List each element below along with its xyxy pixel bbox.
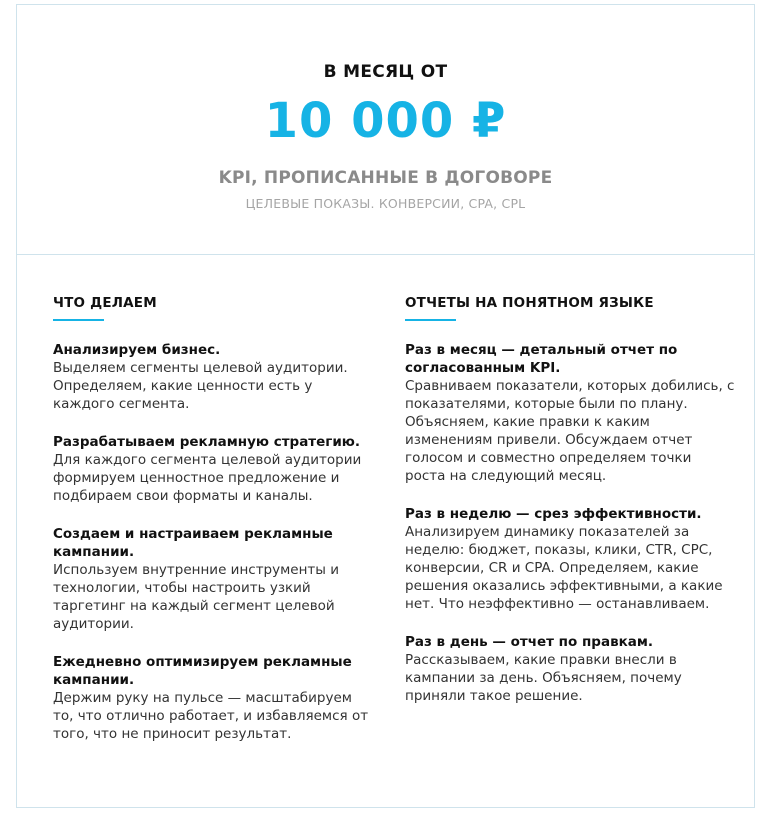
list-item [53,341,373,413]
list-item-text: Сравниваем показатели, которых добились, с показателями, которые были по плану. Объясняем, какие правки к каким изменениям привели. Обсуждаем отчет голосом и совместно определяем точки роста на следующий месяц. [405,378,735,484]
list-item-title: Раз в месяц — детальный отчет по согласованным KPI. [405,342,678,376]
pricing-header [17,5,754,255]
list-item-title: Раз в неделю — срез эффективности. [405,506,702,522]
list-item [405,505,735,613]
list-item-title: Разрабатываем рекламную стратегию. [53,434,361,450]
list-item-title: Анализируем бизнес. [53,342,221,358]
list-item [53,525,373,633]
list-item-text: Используем внутренние инструменты и технологии, чтобы настроить узкий таргетинг на каждый сегмент целевой аудитории. [53,562,340,632]
list-item-text: Рассказываем, какие правки внесли в кампании за день. Объясняем, почему приняли такое решение. [405,652,682,704]
list-item [405,341,735,485]
reports-title: ОТЧЕТЫ НА ПОНЯТНОМ ЯЗЫКЕ [405,295,654,311]
kpi-subtitle: ЦЕЛЕВЫЕ ПОКАЗЫ. КОНВЕРСИИ, CPA, CPL [245,196,526,211]
price: 10 000 ₽ [264,93,507,149]
title-accent-line [405,319,456,321]
reports-column [405,292,735,725]
title-accent-line [53,319,104,321]
list-item [53,433,373,505]
per-month-label: В МЕСЯЦ ОТ [323,62,448,82]
list-item-text: Для каждого сегмента целевой аудитории формируем ценностное предложение и подбираем свои форматы и каналы. [53,452,362,504]
list-item-title: Ежедневно оптимизируем рекламные кампании. [53,654,352,688]
kpi-title: KPI, ПРОПИСАННЫЕ В ДОГОВОРЕ [218,168,553,188]
list-item-title: Раз в день — отчет по правкам. [405,634,654,650]
list-item-text: Анализируем динамику показателей за неделю: бюджет, показы, клики, CTR, CPC, конверсии, CR и CPA. Определяем, какие решения оказались эффективными, а какие нет. Что неэффективно — останавливаем. [405,524,723,612]
list-item-title: Создаем и настраиваем рекламные кампании. [53,526,333,560]
what-we-do-title: ЧТО ДЕЛАЕМ [53,295,157,311]
pricing-card [16,4,755,808]
list-item [53,653,373,743]
list-item-text: Выделяем сегменты целевой аудитории. Определяем, какие ценности есть у каждого сегмента. [53,360,348,412]
what-we-do-column [53,292,373,763]
list-item-text: Держим руку на пульсе — масштабируем то, что отлично работает, и избавляемся от того, что не приносит результат. [53,690,369,742]
list-item [405,633,735,705]
